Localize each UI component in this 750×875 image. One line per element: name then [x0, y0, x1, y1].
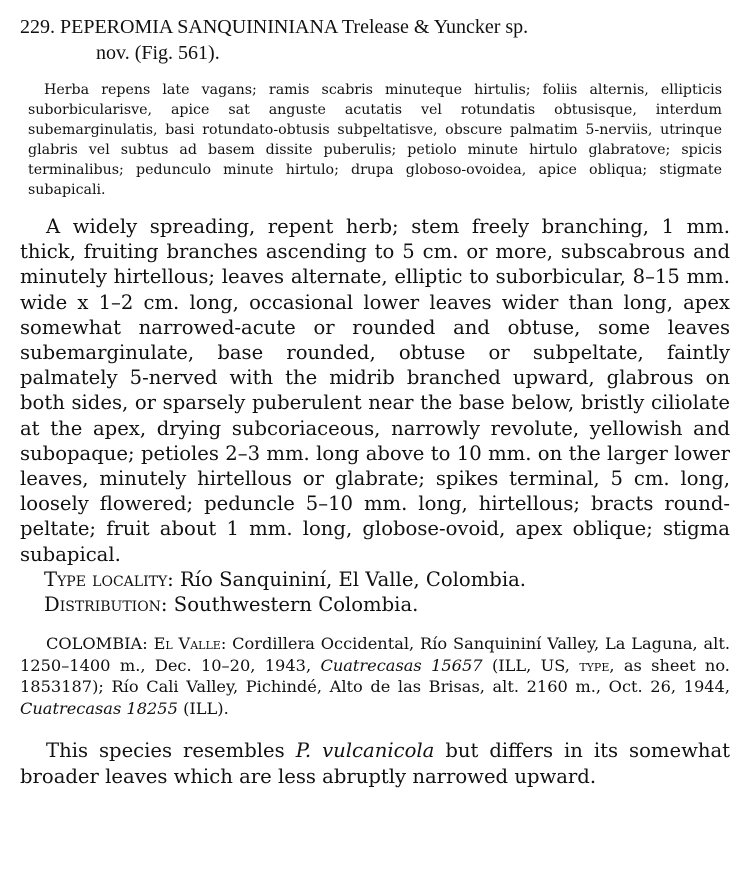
- species-epithet: SANQUININIANA: [177, 16, 338, 38]
- distribution-label: Distribution:: [44, 593, 168, 617]
- remark-after: but differs in its somewhat broader leaves which are less abruptly narrowed upward.: [20, 739, 731, 788]
- specimen-collector-1: Cuatrecasas 15657: [320, 655, 483, 675]
- latin-diagnosis: Herba repens late vagans; ramis scabris minuteque hirtulis; foliis alternis, ellipticis suborbicularisve, apice sat anguste acutatis vel rotundatis obtusisque, interdum subemarginulatis, basi rotundato-obtusis subpeltatisve, obscure palmatim 5-nerviis, utrinque glabris vel subtus ad basem dissite puberulis; petiolo minute hirtulo glabratove; spicis terminalibus; pedunculo minute hirtulo; drupa globoso-ovoidea, apice obliqua; stigmate subapicali.: [28, 82, 722, 198]
- species-heading: [20, 14, 732, 66]
- specimen-text-3: as sheet no. 1853187); Río Cali Valley, Pichindé, Alto de las Brisas, alt. 2160 m., Oct. 26, 1944,: [20, 655, 730, 697]
- specimen-text-4: (ILL).: [183, 698, 229, 718]
- species-number: 229.: [20, 16, 55, 38]
- specimen-text-1: Cordillera Occidental, Río Sanquininí Valley, La Laguna, alt. 1250–1400 m., Dec. 10–20, 1943,: [20, 634, 731, 675]
- specimen-collector-2: Cuatrecasas 18255: [20, 698, 178, 718]
- distribution: [18, 592, 732, 617]
- remark-taxon: P. vulcanicola: [295, 739, 435, 763]
- type-locality-label: Type locality:: [44, 567, 174, 591]
- species-authors: Trelease & Yuncker sp.: [341, 16, 529, 38]
- comparison-remark: [20, 738, 730, 789]
- specimen-text-2: (ILL, US,: [491, 655, 570, 675]
- remark-before: This species resembles: [46, 739, 285, 763]
- specimen-country: COLOMBIA:: [46, 634, 148, 654]
- distribution-value: Southwestern Colombia.: [173, 593, 419, 617]
- heading-continuation: nov. (Fig. 561).: [96, 42, 220, 64]
- specimen-citations: [20, 633, 730, 719]
- english-description: A widely spreading, repent herb; stem freely branching, 1 mm. thick, fruiting branches ascending to 5 cm. or more, subscabrous and minutely hirtellous; leaves alternate, elliptic to suborbicular, 8–15 mm. wide x 1–2 cm. long, occasional lower leaves wider than long, apex somewhat narrowed-acute or rounded and obtuse, some leaves subemarginulate, base rounded, obtuse or subpeltate, faintly palmately 5-nerved with the midrib branched upward, glabrous on both sides, or sparsely puberulent near the base below, bristly ciliolate at the apex, drying subcoriaceous, narrowly revolute, yellowish and subopaque; petioles 2–3 mm. long above to 10 mm. on the larger lower leaves, minutely hirtellous or glabrate; spikes terminal, 5 cm. long, loosely flowered; peduncle 5–10 mm. long, hirtellous; bracts round-peltate; fruit about 1 mm. long, globose-ovoid, apex oblique; stigma subapical.: [20, 215, 730, 566]
- type-locality-value: Río Sanquininí, El Valle, Colombia.: [180, 567, 527, 591]
- genus-name: PEPEROMIA: [60, 16, 173, 38]
- specimen-region: El Valle:: [153, 634, 227, 654]
- specimen-type-word: type,: [579, 655, 615, 675]
- type-locality: [18, 567, 732, 592]
